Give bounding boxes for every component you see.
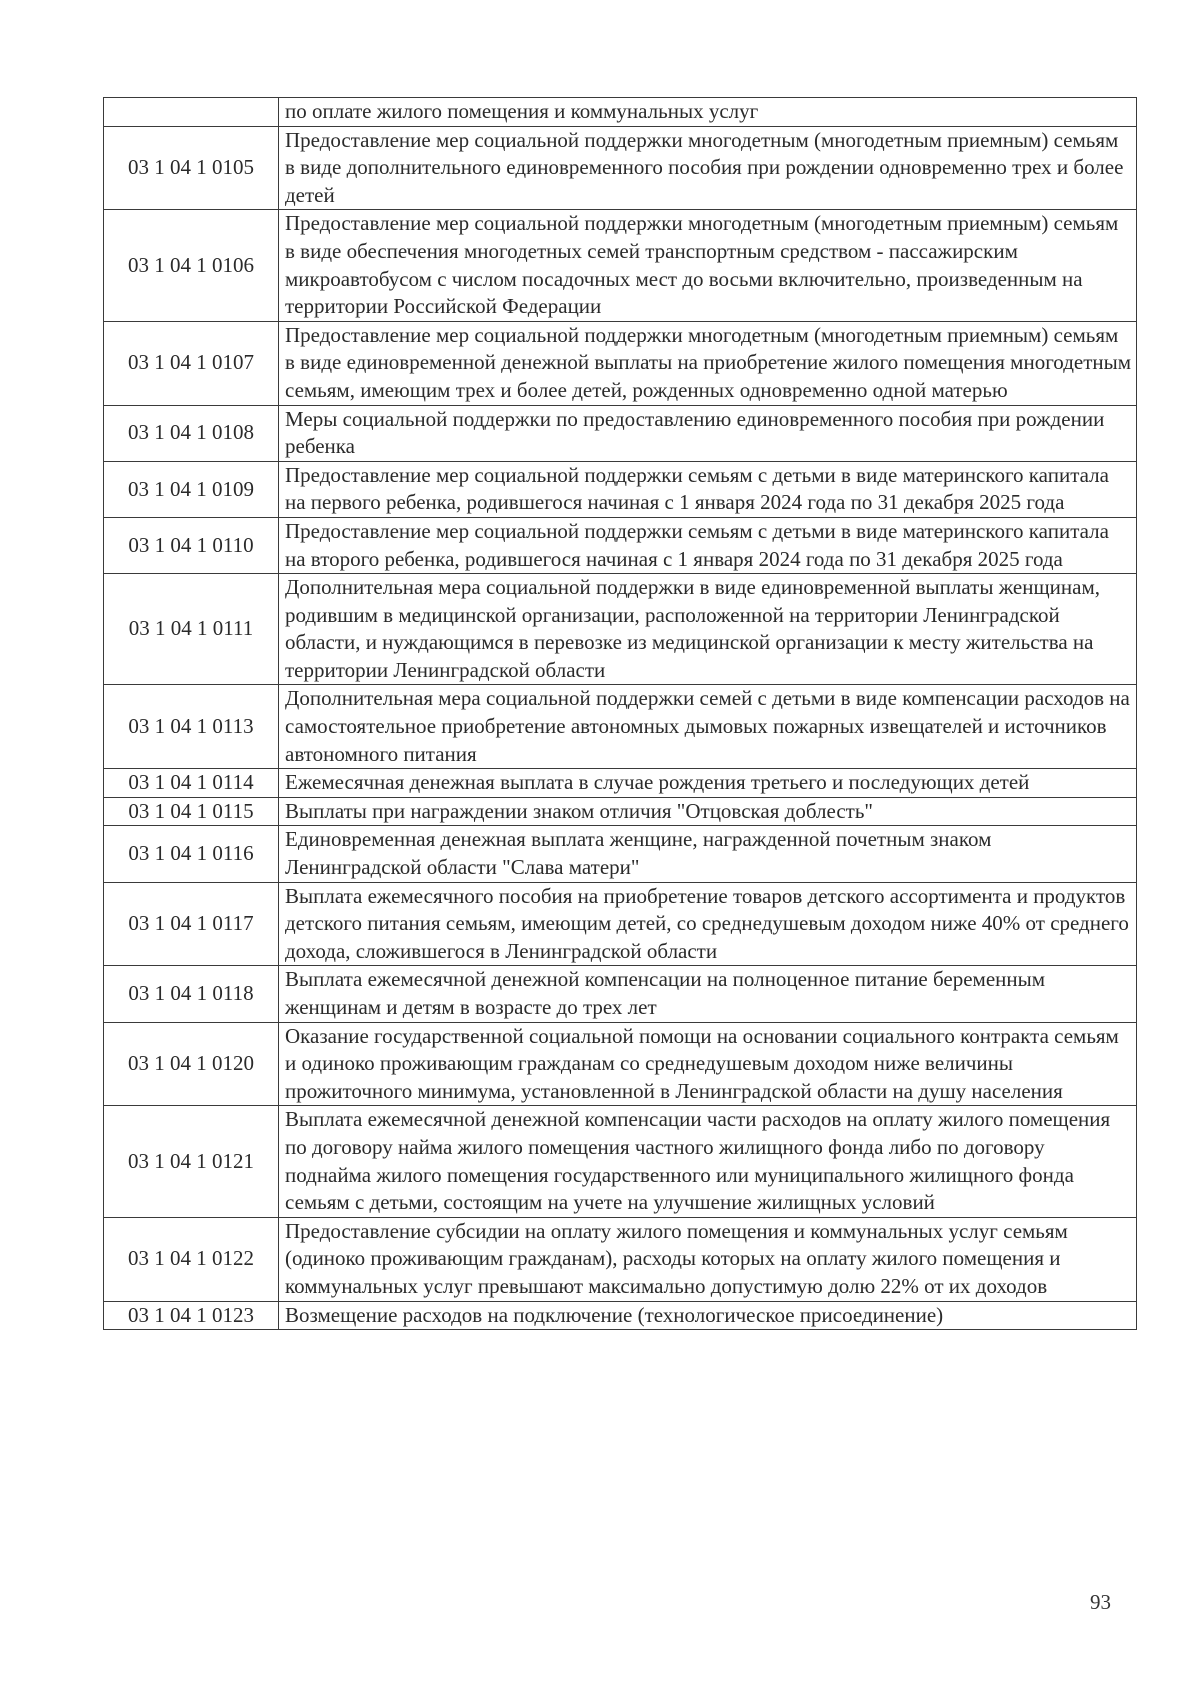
table-row: [104, 1106, 1137, 1217]
row-description: Ежемесячная денежная выплата в случае рождения третьего и последующих детей: [279, 769, 1137, 798]
table-row: [104, 826, 1137, 882]
table-row: [104, 966, 1137, 1022]
row-code: 03 1 04 1 0120: [104, 1022, 279, 1106]
table-row: [104, 797, 1137, 826]
table-row: [104, 405, 1137, 461]
row-code: 03 1 04 1 0115: [104, 797, 279, 826]
table-body: [104, 98, 1137, 1330]
row-description: Дополнительная мера социальной поддержки семей с детьми в виде компенсации расходов на самостоятельное приобретение автономных дымовых пожарных извещателей и источников автономного питания: [279, 685, 1137, 769]
row-code: 03 1 04 1 0105: [104, 126, 279, 210]
row-description: Предоставление субсидии на оплату жилого помещения и коммунальных услуг семьям (одиноко проживающим гражданам), расходы которых на оплату жилого помещения и коммунальных услуг превышают максимально допустимую долю 22% от их доходов: [279, 1217, 1137, 1301]
table-row: [104, 517, 1137, 573]
row-description: Выплата ежемесячного пособия на приобретение товаров детского ассортимента и продуктов детского питания семьям, имеющим детей, со среднедушевым доходом ниже 40% от среднего дохода, сложившегося в Ленинградской области: [279, 882, 1137, 966]
table-row: [104, 882, 1137, 966]
row-description: Выплата ежемесячной денежной компенсации на полноценное питание беременным женщинам и детям в возрасте до трех лет: [279, 966, 1137, 1022]
row-description: Предоставление мер социальной поддержки многодетным (многодетным приемным) семьям в виде дополнительного единовременного пособия при рождении одновременно трех и более детей: [279, 126, 1137, 210]
row-description: Предоставление мер социальной поддержки многодетным (многодетным приемным) семьям в виде обеспечения многодетных семей транспортным средством - пассажирским микроавтобусом с числом посадочных мест до восьми включительно, произведенным на территории Российской Федерации: [279, 210, 1137, 321]
row-description: Предоставление мер социальной поддержки семьям с детьми в виде материнского капитала на второго ребенка, родившегося начиная с 1 января 2024 года по 31 декабря 2025 года: [279, 517, 1137, 573]
row-code: 03 1 04 1 0111: [104, 574, 279, 685]
row-code: 03 1 04 1 0110: [104, 517, 279, 573]
table-row: [104, 769, 1137, 798]
row-description: по оплате жилого помещения и коммунальных услуг: [279, 98, 1137, 127]
row-description: Оказание государственной социальной помощи на основании социального контракта семьям и одиноко проживающим гражданам со среднедушевым доходом ниже величины прожиточного минимума, установленной в Ленинградской области на душу населения: [279, 1022, 1137, 1106]
row-code: 03 1 04 1 0122: [104, 1217, 279, 1301]
row-description: Меры социальной поддержки по предоставлению единовременного пособия при рождении ребенка: [279, 405, 1137, 461]
table-row: [104, 1022, 1137, 1106]
table-row: [104, 1217, 1137, 1301]
table-row: [104, 1301, 1137, 1330]
row-description: Дополнительная мера социальной поддержки в виде единовременной выплаты женщинам, родившим в медицинской организации, расположенной на территории Ленинградской области, и нуждающимся в перевозке из медицинской организации к месту жительства на территории Ленинградской области: [279, 574, 1137, 685]
table-row: [104, 574, 1137, 685]
row-code: 03 1 04 1 0118: [104, 966, 279, 1022]
page-number: 93: [1090, 1590, 1111, 1614]
table-row: [104, 461, 1137, 517]
row-description: Возмещение расходов на подключение (технологическое присоединение): [279, 1301, 1137, 1330]
row-code: 03 1 04 1 0113: [104, 685, 279, 769]
table-row: [104, 685, 1137, 769]
row-code: 03 1 04 1 0123: [104, 1301, 279, 1330]
row-code: [104, 98, 279, 127]
table-row: [104, 126, 1137, 210]
row-code: 03 1 04 1 0121: [104, 1106, 279, 1217]
row-code: 03 1 04 1 0107: [104, 321, 279, 405]
row-description: Предоставление мер социальной поддержки семьям с детьми в виде материнского капитала на первого ребенка, родившегося начиная с 1 января 2024 года по 31 декабря 2025 года: [279, 461, 1137, 517]
table-row: [104, 98, 1137, 127]
row-description: Выплата ежемесячной денежной компенсации части расходов на оплату жилого помещения по договору найма жилого помещения частного жилищного фонда либо по договору поднайма жилого помещения государственного или муниципального жилищного фонда семьям с детьми, состоящим на учете на улучшение жилищных условий: [279, 1106, 1137, 1217]
row-code: 03 1 04 1 0117: [104, 882, 279, 966]
table-row: [104, 210, 1137, 321]
table-row: [104, 321, 1137, 405]
row-code: 03 1 04 1 0114: [104, 769, 279, 798]
row-description: Единовременная денежная выплата женщине, награжденной почетным знаком Ленинградской области "Слава матери": [279, 826, 1137, 882]
row-description: Предоставление мер социальной поддержки многодетным (многодетным приемным) семьям в виде единовременной денежной выплаты на приобретение жилого помещения многодетным семьям, имеющим трех и более детей, рожденных одновременно одной матерью: [279, 321, 1137, 405]
row-description: Выплаты при награждении знаком отличия "Отцовская доблесть": [279, 797, 1137, 826]
row-code: 03 1 04 1 0106: [104, 210, 279, 321]
classification-table: [103, 97, 1137, 1330]
row-code: 03 1 04 1 0109: [104, 461, 279, 517]
row-code: 03 1 04 1 0116: [104, 826, 279, 882]
row-code: 03 1 04 1 0108: [104, 405, 279, 461]
